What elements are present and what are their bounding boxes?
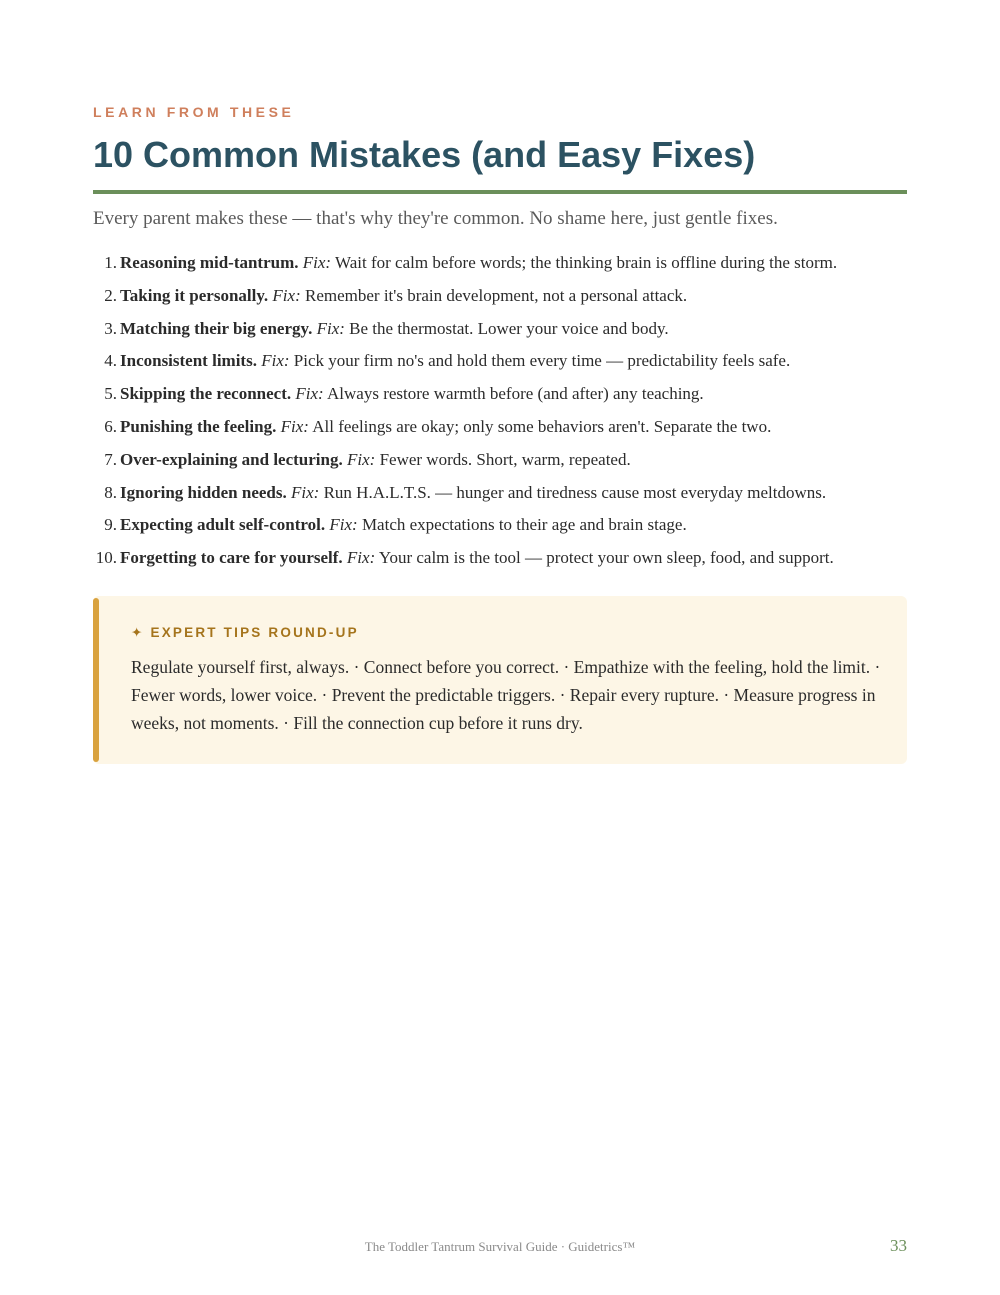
title-divider	[93, 190, 907, 194]
mistake-item	[93, 251, 907, 284]
mistake-text	[120, 349, 790, 373]
fix-text: Wait for calm before words; the thinking brain is offline during the storm.	[335, 253, 838, 272]
mistake-number: 7.	[104, 449, 117, 469]
callout-text: Regulate yourself first, always. · Connect before you correct. · Empathize with the feeling, hold the limit. · Fewer words, lower voice. · Prevent the predictable triggers. · Repair every rupture. · Measure progress in weeks, not moments. · Fill the connection cup before it runs dry.	[131, 657, 881, 733]
section-eyebrow: LEARN FROM THESE	[93, 104, 295, 120]
mistake-item	[93, 415, 907, 448]
mistake-title: Ignoring hidden needs.	[120, 482, 287, 502]
mistake-text	[120, 382, 704, 406]
mistake-text	[120, 513, 687, 537]
mistake-number: 4.	[104, 351, 117, 371]
fix-text: Your calm is the tool — protect your own sleep, food, and support.	[378, 548, 834, 568]
fix-text: Match expectations to their age and brain stage.	[361, 515, 687, 535]
mistake-number: 9.	[104, 515, 117, 535]
fix-text: Fewer words. Short, warm, repeated.	[379, 449, 631, 469]
mistake-number: 10.	[95, 548, 117, 568]
mistake-number: 6.	[104, 416, 117, 436]
mistake-title: Skipping the reconnect.	[120, 384, 292, 404]
mistake-item	[93, 317, 907, 350]
mistake-text	[120, 481, 826, 505]
callout-heading-label: EXPERT TIPS ROUND-UP	[150, 625, 359, 640]
mistake-title: Reasoning mid-tantrum.	[120, 253, 299, 272]
mistake-title: Forgetting to care for yourself.	[120, 548, 343, 568]
mistake-title: Over-explaining and lecturing.	[120, 449, 343, 469]
callout-accent-bar	[93, 598, 99, 762]
fix-text: Be the thermostat. Lower your voice and body.	[349, 318, 669, 338]
mistake-title: Expecting adult self-control.	[120, 515, 326, 535]
mistakes-list	[93, 251, 907, 579]
fix-label: Fix:	[291, 482, 320, 502]
mistake-item	[93, 448, 907, 481]
fix-text: Remember it's brain development, not a personal attack.	[305, 285, 688, 305]
fix-label: Fix:	[280, 416, 309, 436]
mistake-item	[93, 349, 907, 382]
mistake-number: 8.	[104, 482, 117, 502]
mistake-title: Punishing the feeling.	[120, 416, 277, 436]
page-number: 33	[890, 1236, 907, 1255]
footer-title: The Toddler Tantrum Survival Guide · Guidetrics™	[364, 1239, 636, 1254]
fix-label: Fix:	[261, 351, 290, 371]
fix-text: Pick your firm no's and hold them every time — predictability feels safe.	[293, 351, 791, 371]
fix-label: Fix:	[346, 548, 376, 568]
mistake-item	[93, 382, 907, 415]
mistake-text	[120, 415, 771, 439]
mistake-text	[120, 448, 631, 472]
expert-tips-callout	[93, 596, 907, 764]
callout-heading	[131, 625, 359, 641]
fix-label: Fix:	[295, 384, 324, 404]
mistake-item	[93, 513, 907, 546]
fix-label: Fix:	[347, 449, 376, 469]
mistake-item	[93, 546, 907, 579]
mistake-item	[93, 284, 907, 317]
mistake-title: Taking it personally.	[120, 285, 269, 305]
mistake-text	[120, 251, 837, 275]
mistake-text	[120, 317, 669, 341]
mistake-text	[120, 546, 834, 570]
page-title: 10 Common Mistakes (and Easy Fixes)	[93, 134, 756, 175]
mistake-text	[120, 284, 687, 308]
mistake-number: 5.	[104, 384, 117, 404]
fix-text: All feelings are okay; only some behaviors aren't. Separate the two.	[312, 416, 772, 436]
fix-label: Fix:	[302, 253, 332, 272]
sparkle-icon: ✦	[131, 625, 145, 640]
fix-text: Always restore warmth before (and after) any teaching.	[327, 384, 704, 404]
mistake-item	[93, 481, 907, 514]
mistake-number: 1.	[104, 253, 117, 272]
fix-label: Fix:	[329, 515, 358, 535]
fix-text: Run H.A.L.T.S. — hunger and tiredness cause most everyday meltdowns.	[323, 482, 827, 502]
mistake-title: Inconsistent limits.	[120, 351, 257, 371]
intro-text: Every parent makes these — that's why they're common. No shame here, just gentle fixes.	[93, 208, 778, 229]
mistake-number: 2.	[104, 285, 117, 305]
mistake-number: 3.	[104, 318, 117, 338]
fix-label: Fix:	[316, 318, 345, 338]
mistake-title: Matching their big energy.	[120, 318, 313, 338]
fix-label: Fix:	[272, 285, 301, 305]
